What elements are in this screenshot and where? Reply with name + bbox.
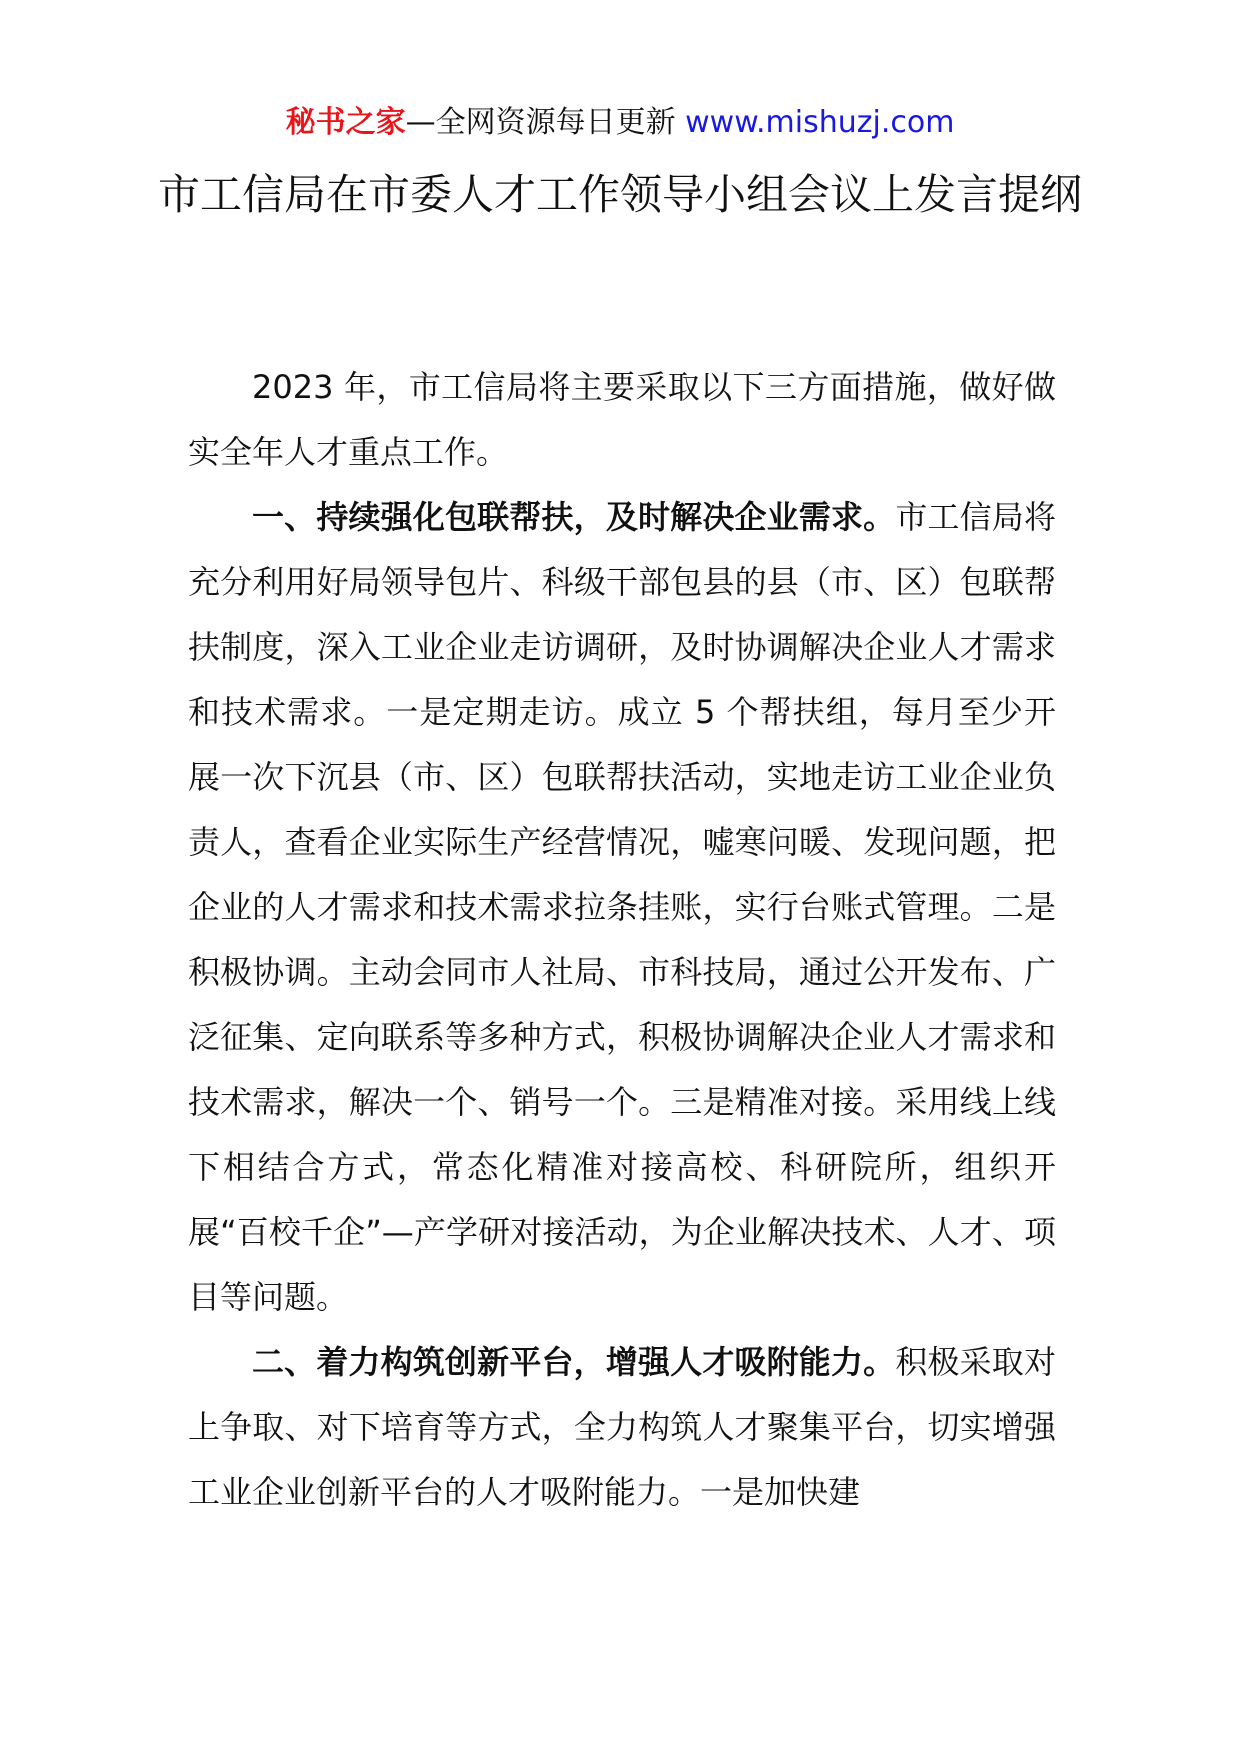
paragraph-section-2: [188, 1330, 1056, 1525]
site-url[interactable]: www.mishuzj.com: [685, 105, 955, 140]
paragraph-text: 积极采取对上争取、对下培育等方式，全力构筑人才聚集平台，切实增强工业企业创新平台的人才吸附能力。一是加快建: [188, 1343, 1056, 1511]
paragraph-lead: 二、着力构筑创新平台，增强人才吸附能力。: [252, 1343, 896, 1381]
brand-name: 秘书之家: [285, 105, 406, 140]
watermark-header: [0, 103, 1240, 143]
paragraph-lead: 一、持续强化包联帮扶，及时解决企业需求。: [252, 498, 896, 536]
brand-slogan: —全网资源每日更新: [405, 105, 676, 140]
paragraph-text: 市工信局将充分利用好局领导包片、科级干部包县的县（市、区）包联帮扶制度，深入工业企业走访调研，及时协调解决企业人才需求和技术需求。一是定期走访。成立 5 个帮扶组，每月至少开展一次下沉县（市、区）包联帮扶活动，实地走访工业企业负责人，查看企业实际生产经营情况，嘘寒问暖、发现问题，把企业的人才需求和技术需求拉条挂账，实行台账式管理。二是积极协调。主动会同市人社局、市科技局，通过公开发布、广泛征集、定向联系等多种方式，积极协调解决企业人才需求和技术需求，解决一个、销号一个。三是精准对接。采用线上线下相结合方式，常态化精准对接高校、科研院所，组织开展“百校千企”—产学研对接活动，为企业解决技术、人才、项目等问题。: [188, 498, 1056, 1316]
document-body: [188, 355, 1056, 1525]
paragraph-section-1: [188, 485, 1056, 1330]
paragraph-intro: [188, 355, 1056, 485]
document-title: 市工信局在市委人才工作领导小组会议上发言提纲: [157, 170, 1082, 219]
paragraph-text: 2023 年，市工信局将主要采取以下三方面措施，做好做实全年人才重点工作。: [188, 368, 1056, 471]
